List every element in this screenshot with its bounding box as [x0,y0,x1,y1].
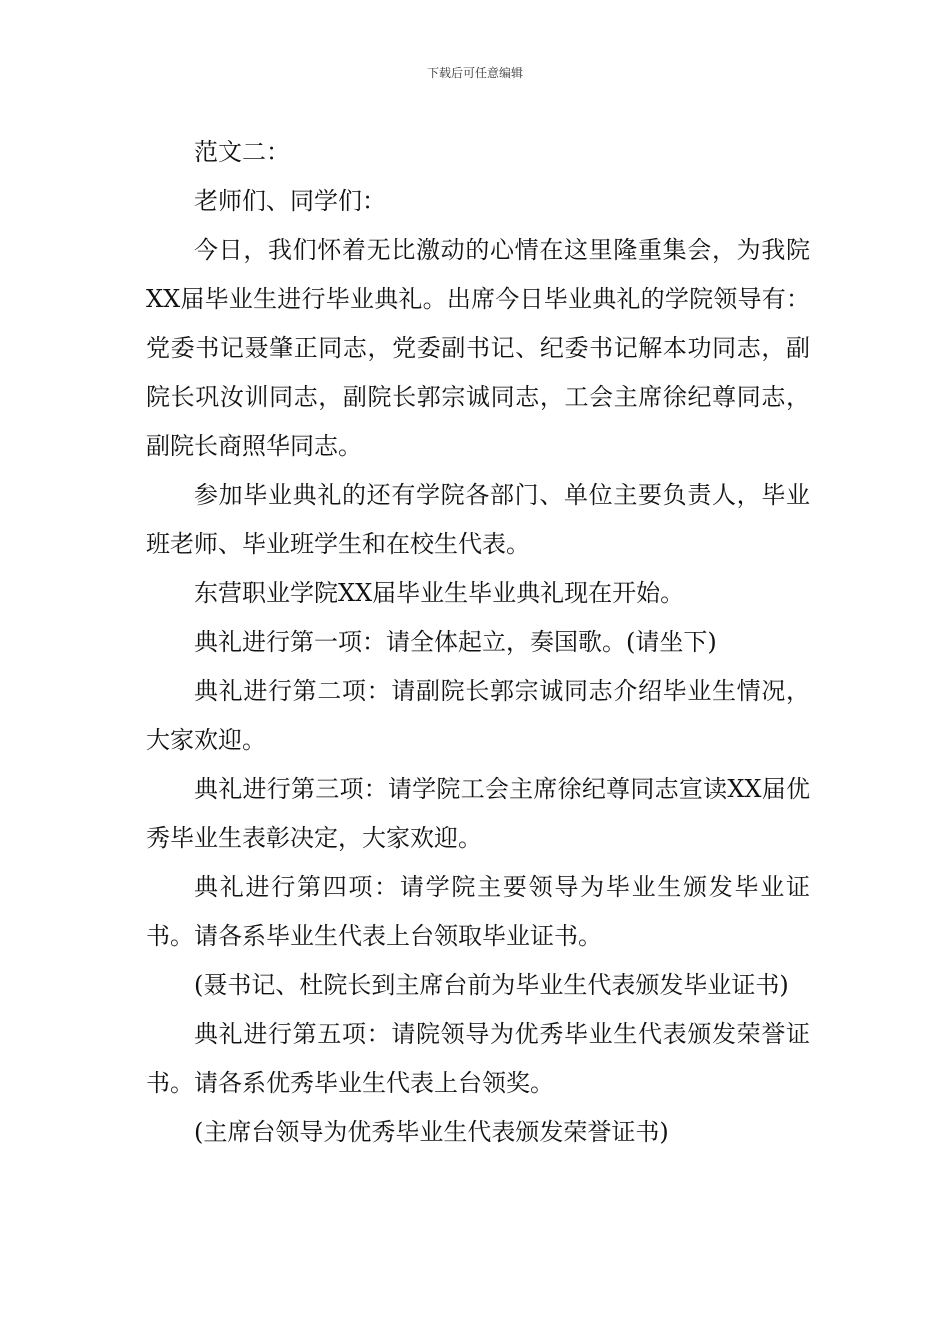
paragraph-5: 东营职业学院XX届毕业生毕业典礼现在开始。 [194,579,685,607]
paragraph-12: (主席台领导为优秀毕业生代表颁发荣誉证书) [194,1118,669,1146]
paragraph-6: 典礼进行第一项：请全体起立，奏国歌。(请坐下) [194,628,717,656]
paragraph-1: 范文二： [194,138,290,166]
paragraph-11: 典礼进行第五项：请院领导为优秀毕业生代表颁发荣誉证书。请各系优秀毕业生代表上台领奖。 [146,1020,810,1097]
page-header: 下载后可任意编辑 [426,66,523,80]
paragraph-10: (聂书记、杜院长到主席台前为毕业生代表颁发毕业证书) [194,971,789,999]
paragraph-9: 典礼进行第四项：请学院主要领导为毕业生颁发毕业证书。请各系毕业生代表上台领取毕业证书。 [146,873,810,950]
paragraph-2: 老师们、同学们： [194,187,386,215]
document-body [146,128,810,1157]
paragraph-4: 参加毕业典礼的还有学院各部门、单位主要负责人，毕业班老师、毕业班学生和在校生代表。 [146,481,810,558]
paragraph-8: 典礼进行第三项：请学院工会主席徐纪尊同志宣读XX届优秀毕业生表彰决定，大家欢迎。 [146,775,810,852]
paragraph-7: 典礼进行第二项：请副院长郭宗诚同志介绍毕业生情况，大家欢迎。 [146,677,810,754]
paragraph-3: 今日，我们怀着无比激动的心情在这里隆重集会，为我院XX届毕业生进行毕业典礼。出席今日毕业典礼的学院领导有：党委书记聂肇正同志，党委副书记、纪委书记解本功同志，副院长巩汝训同志，副院长郭宗诚同志，工会主席徐纪尊同志，副院长商照华同志。 [146,236,810,460]
